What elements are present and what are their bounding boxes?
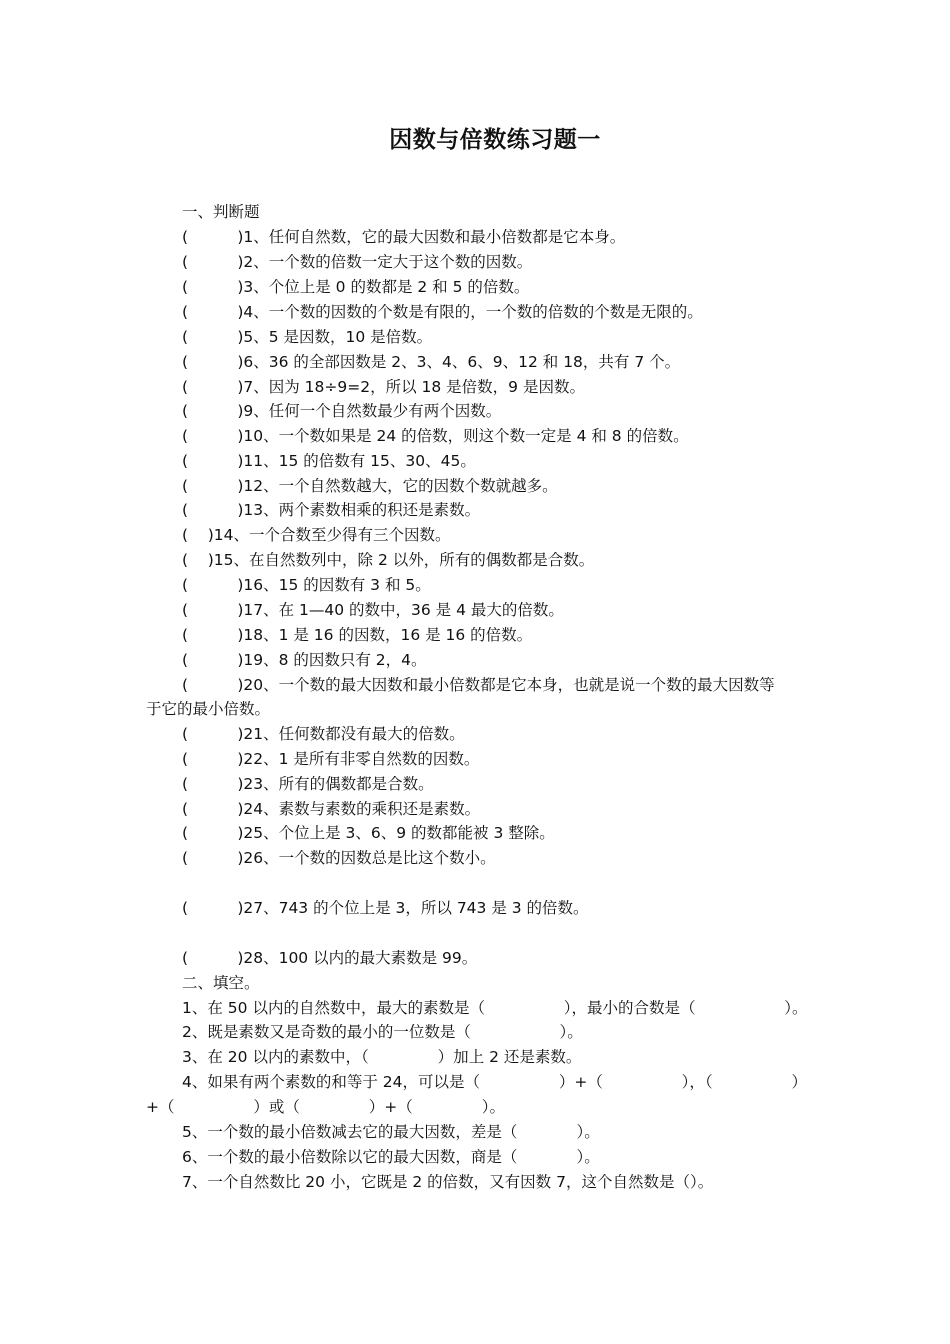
judgment-item-1: ( )1、任何自然数，它的最大因数和最小倍数都是它本身。 [182, 228, 626, 246]
section-heading-fill-blank: 二、填空。 [182, 974, 260, 992]
judgment-item-15: ( )15、在自然数列中，除 2 以外，所有的偶数都是合数。 [182, 551, 595, 569]
fill-item-5: 5、一个数的最小倍数减去它的最大因数，差是（ ）。 [182, 1123, 600, 1141]
judgment-item-3: ( )3、个位上是 0 的数都是 2 和 5 的倍数。 [182, 278, 530, 296]
judgment-item-22: ( )22、1 是所有非零自然数的因数。 [182, 750, 480, 768]
judgment-item-21: ( )21、任何数都没有最大的倍数。 [182, 725, 465, 743]
judgment-item-19: ( )19、8 的因数只有 2，4。 [182, 651, 427, 669]
fill-item-2: 2、既是素数又是奇数的最小的一位数是（ ）。 [182, 1023, 583, 1041]
judgment-item-27: ( )27、743 的个位上是 3，所以 743 是 3 的倍数。 [182, 899, 589, 917]
fill-item-4-continued: +（ ）或（ ）+（ ）。 [146, 1098, 506, 1116]
fill-item-3: 3、在 20 以内的素数中，（ ）加上 2 还是素数。 [182, 1048, 582, 1066]
page-title: 因数与倍数练习题一 [389, 127, 601, 153]
judgment-item-28: ( )28、100 以内的最大素数是 99。 [182, 949, 478, 967]
judgment-item-24: ( )24、素数与素数的乘积还是素数。 [182, 800, 481, 818]
judgment-item-14: ( )14、一个合数至少得有三个因数。 [182, 526, 451, 544]
judgment-item-10: ( )10、一个数如果是 24 的倍数，则这个数一定是 4 和 8 的倍数。 [182, 427, 689, 445]
judgment-item-17: ( )17、在 1—40 的数中，36 是 4 最大的倍数。 [182, 601, 564, 619]
fill-item-1: 1、在 50 以内的自然数中，最大的素数是（ ），最小的合数是（ ）。 [182, 999, 808, 1017]
fill-item-4: 4、如果有两个素数的和等于 24，可以是（ ）+（ ），（ ） [182, 1073, 807, 1091]
judgment-item-11: ( )11、15 的倍数有 15、30、45。 [182, 452, 476, 470]
fill-item-6: 6、一个数的最小倍数除以它的最大因数，商是（ ）。 [182, 1148, 600, 1166]
judgment-item-20-continued: 于它的最小倍数。 [146, 700, 271, 718]
judgment-item-18: ( )18、1 是 16 的因数，16 是 16 的倍数。 [182, 626, 533, 644]
judgment-item-16: ( )16、15 的因数有 3 和 5。 [182, 576, 431, 594]
judgment-item-2: ( )2、一个数的倍数一定大于这个数的因数。 [182, 253, 533, 271]
judgment-item-4: ( )4、一个数的因数的个数是有限的，一个数的倍数的个数是无限的。 [182, 303, 703, 321]
judgment-item-7: ( )7、因为 18÷9=2，所以 18 是倍数，9 是因数。 [182, 378, 585, 396]
judgment-item-23: ( )23、所有的偶数都是合数。 [182, 775, 434, 793]
section-heading-judgment: 一、判断题 [182, 203, 260, 221]
judgment-item-25: ( )25、个位上是 3、6、9 的数都能被 3 整除。 [182, 824, 555, 842]
judgment-item-13: ( )13、两个素数相乘的积还是素数。 [182, 501, 481, 519]
fill-item-7: 7、一个自然数比 20 小，它既是 2 的倍数，又有因数 7，这个自然数是（）。 [182, 1173, 714, 1191]
judgment-item-12: ( )12、一个自然数越大，它的因数个数就越多。 [182, 477, 558, 495]
judgment-item-20: ( )20、一个数的最大因数和最小倍数都是它本身，也就是说一个数的最大因数等 [182, 676, 775, 694]
judgment-item-6: ( )6、36 的全部因数是 2、3、4、6、9、12 和 18，共有 7 个。 [182, 353, 681, 371]
judgment-item-26: ( )26、一个数的因数总是比这个数小。 [182, 849, 496, 867]
judgment-item-5: ( )5、5 是因数，10 是倍数。 [182, 328, 433, 346]
judgment-item-9: ( )9、任何一个自然数最少有两个因数。 [182, 402, 502, 420]
